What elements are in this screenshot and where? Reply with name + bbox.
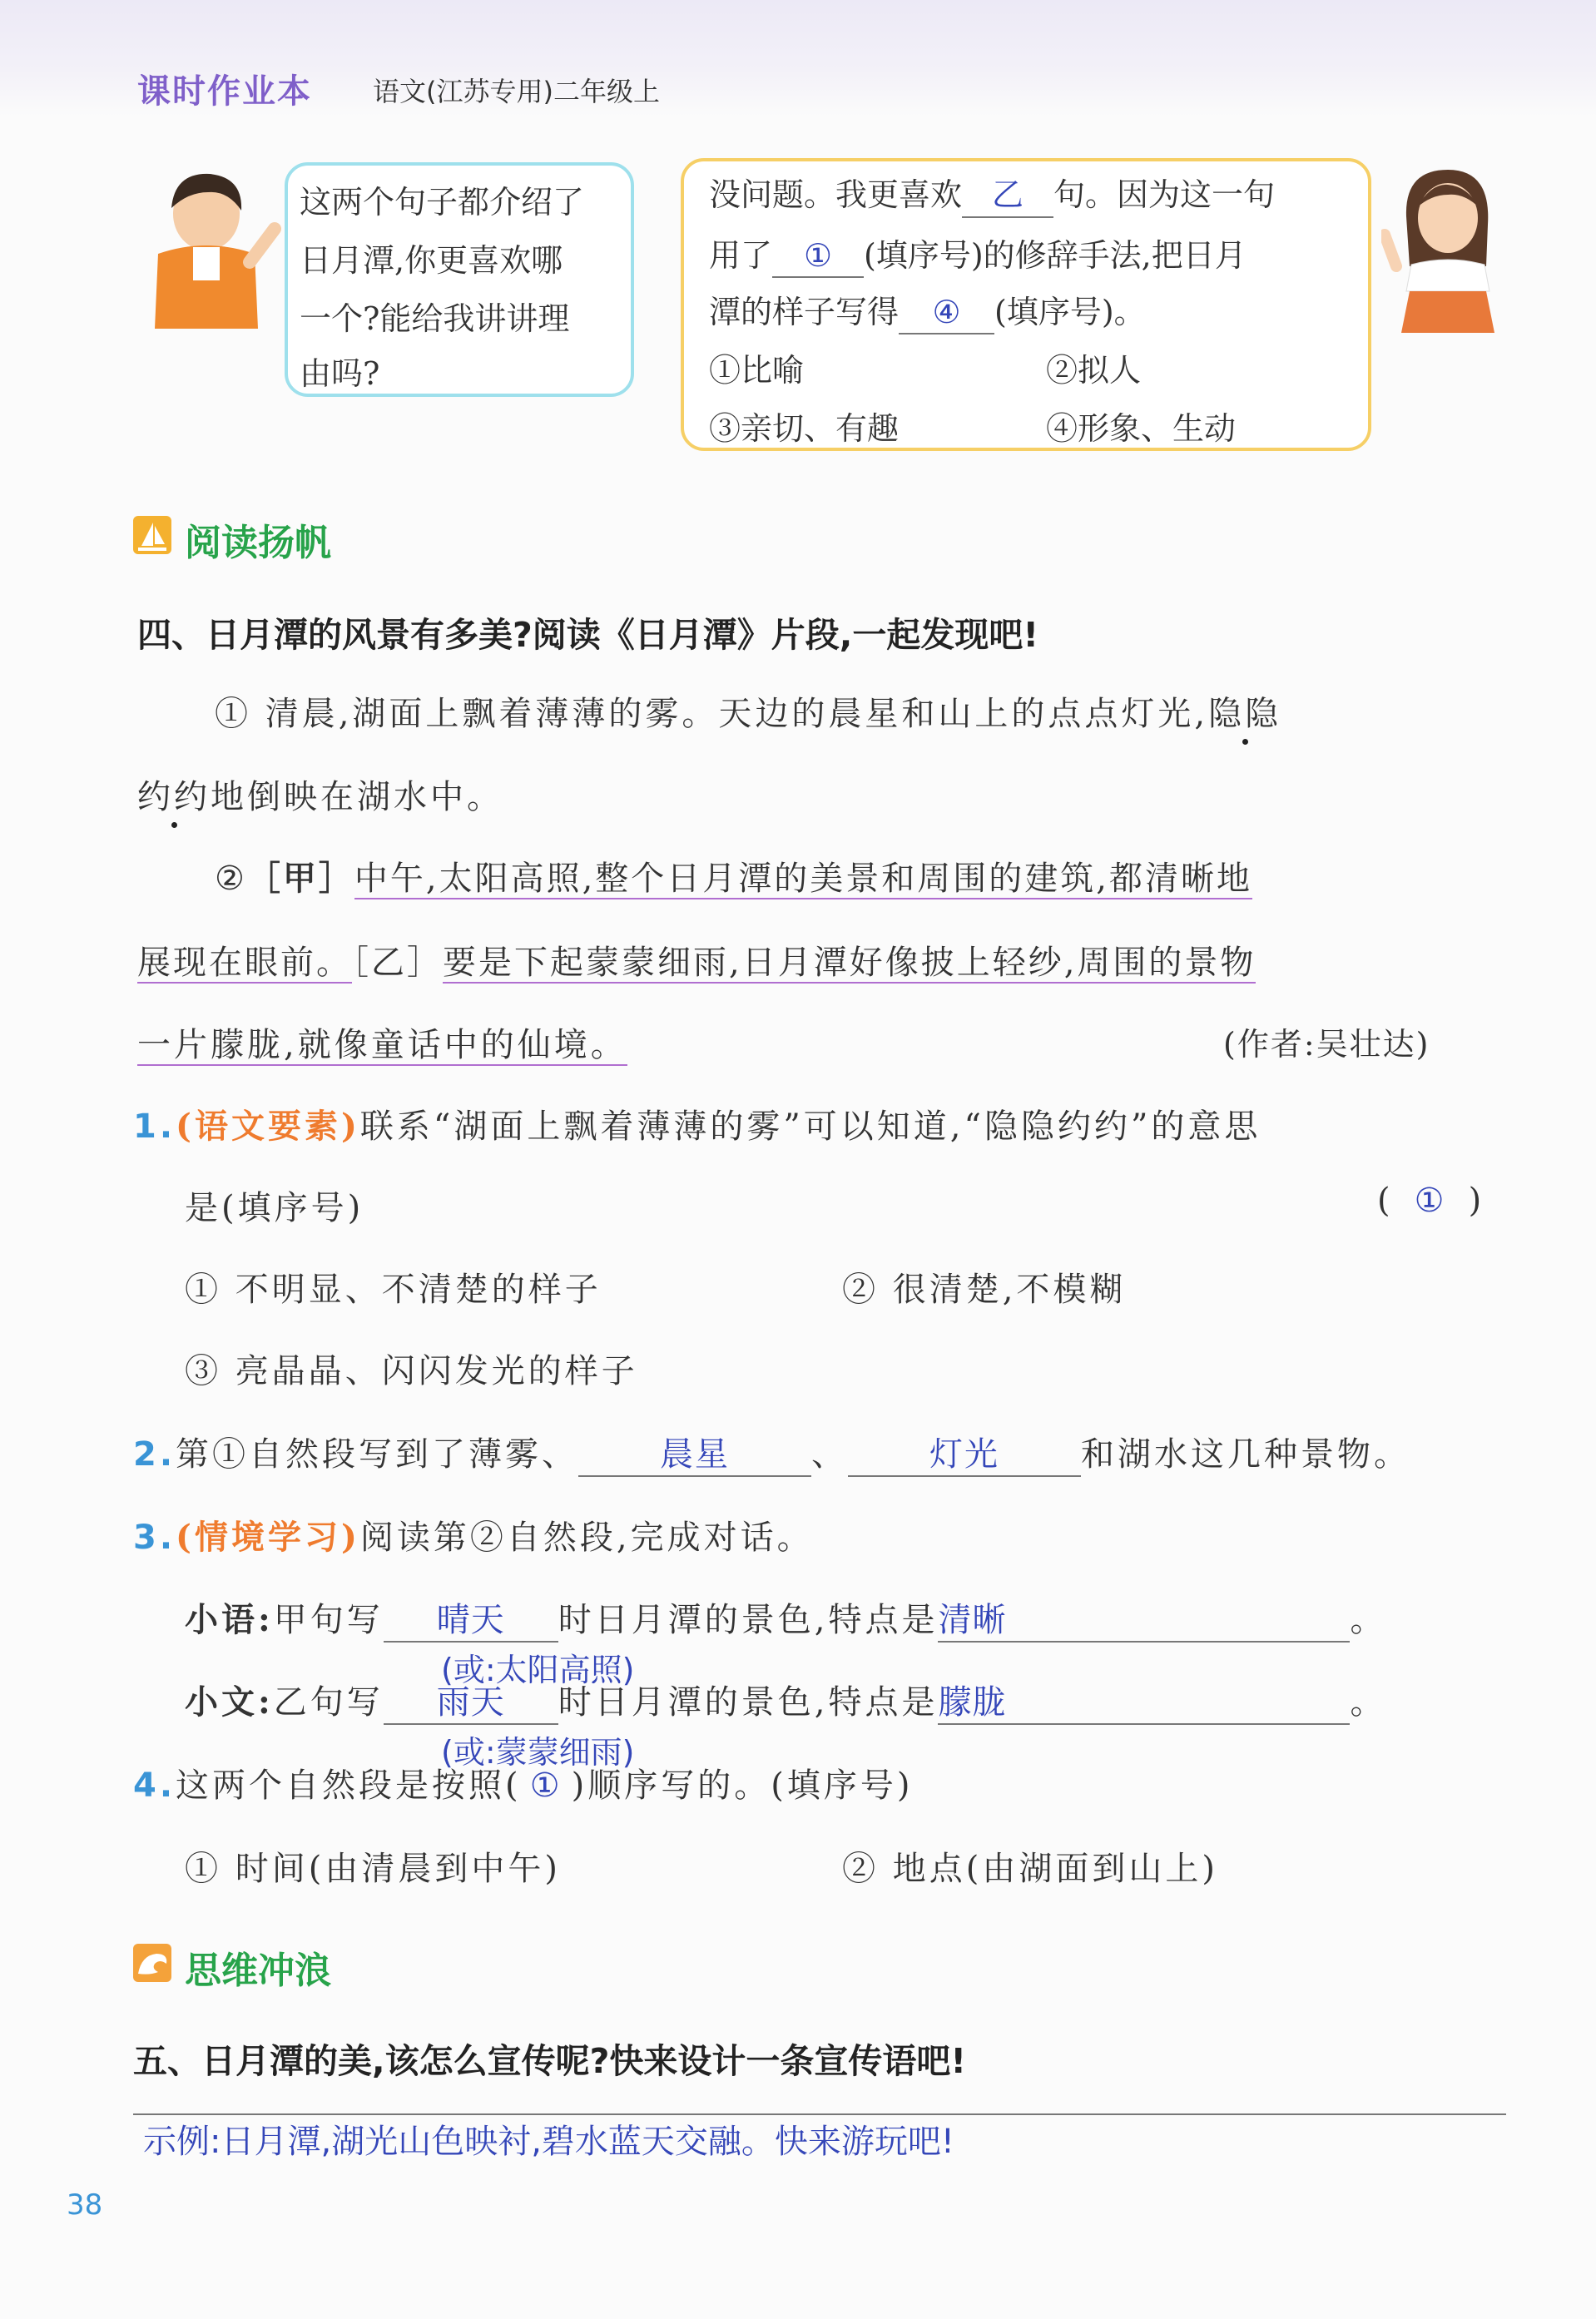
page-number: 38 — [67, 2188, 103, 2222]
boy-line-1: 这两个句子都介绍了 — [300, 184, 585, 221]
question-1-line-1: 1.(语文要素)联系“湖面上飘着薄薄的雾”可以知道,“隐隐约约”的意思 — [133, 1107, 1261, 1146]
paragraph-2-line-3: 一片朦胧,就像童话中的仙境。 — [137, 1026, 627, 1064]
question-1-line-2: 是(填序号) — [185, 1189, 364, 1227]
question-1-answer-box: ( ① ) — [1377, 1182, 1485, 1220]
answer-q1: ① — [1414, 1182, 1448, 1220]
question-5-title: 五、日月潭的美,该怎么宣传呢?快来设计一条宣传语吧! — [133, 2041, 967, 2081]
girl-illustration — [1381, 158, 1506, 333]
tag-situational-learning: (情境学习) — [176, 1518, 360, 1557]
dialog-xiaoyu: 小语:甲句写 晴天 时日月潭的景色,特点是清晰 。 — [185, 1593, 1386, 1643]
q1-option-1: ① 不明显、不清楚的样子 — [185, 1271, 602, 1309]
answer-q3-1: 晴天 — [384, 1593, 558, 1643]
question-4: 4.这两个自然段是按照( ① )顺序写的。(填序号) — [133, 1767, 914, 1805]
reading-sail-icon — [133, 516, 171, 554]
question-2: 2.第①自然段写到了薄雾、 晨星 、 灯光 和湖水这几种景物。 — [133, 1428, 1410, 1477]
boy-line-4: 由吗? — [300, 355, 380, 392]
q4-option-1: ① 时间(由清晨到中午) — [185, 1850, 561, 1888]
author-credit: (作者:吴壮达) — [1223, 1026, 1430, 1063]
answer-q2-2: 灯光 — [848, 1428, 1081, 1477]
answer-favorite-sentence: 乙 — [962, 173, 1053, 218]
girl-speech-bubble — [681, 158, 1371, 451]
answer-effect: ④ — [899, 291, 994, 334]
thinking-wave-icon — [133, 1944, 171, 1982]
girl-line-1: 没问题。我更喜欢 乙 句。因为这一句 — [709, 161, 1368, 228]
q1-option-2: ② 很清楚,不模糊 — [842, 1271, 1127, 1309]
sentence-yi: 要是下起蒙蒙细雨,日月潭好像披上轻纱,周围的景物 — [443, 944, 1256, 982]
reading-section-title: 阅读扬帆 — [185, 522, 331, 564]
girl-line-3: 潭的样子写得 ④ (填序号)。 — [709, 283, 1368, 341]
question-3: 3.(情境学习)阅读第②自然段,完成对话。 — [133, 1518, 814, 1557]
tag-language-element: (语文要素) — [176, 1107, 360, 1146]
girl-line-2: 用了 ① (填序号)的修辞手法,把日月 — [709, 228, 1368, 283]
answer-q2-1: 晨星 — [578, 1428, 811, 1477]
boy-line-3: 一个?能给我讲讲理 — [300, 300, 570, 337]
girl-options-row-1: ①比喻 ②拟人 — [709, 352, 1142, 389]
question-4-title: 四、日月潭的风景有多美?阅读《日月潭》片段,一起发现吧! — [137, 615, 1039, 655]
answer-q3-3: 雨天 — [384, 1676, 558, 1725]
dialog-xiaowen: 小文:乙句写 雨天 时日月潭的景色,特点是朦胧 。 — [185, 1676, 1386, 1725]
answer-q4: ① — [529, 1767, 563, 1805]
answer-q3-2: 清晰 — [938, 1593, 1350, 1643]
book-subject: 语文(江苏专用)二年级上 — [373, 76, 660, 107]
q1-option-3: ③ 亮晶晶、闪闪发光的样子 — [185, 1352, 638, 1390]
girl-options-row-2: ③亲切、有趣 ④形象、生动 — [709, 410, 1237, 447]
answer-q3-1-alt: (或:太阳高照) — [441, 1652, 635, 1688]
answer-q3-4: 朦胧 — [938, 1676, 1350, 1725]
boy-line-2: 日月潭,你更喜欢哪 — [300, 242, 563, 279]
paragraph-2-line-1: ②［甲］中午,太阳高照,整个日月潭的美景和周围的建筑,都清晰地 — [215, 859, 1253, 898]
boy-illustration — [141, 162, 283, 329]
thinking-section-title: 思维冲浪 — [185, 1950, 331, 1992]
answer-rhetoric: ① — [772, 235, 864, 278]
answer-q3-3-alt: (或:蒙蒙细雨) — [441, 1734, 635, 1771]
paragraph-1-line-1: ① 清晨,湖面上飘着薄薄的雾。天边的晨星和山上的点点灯光,隐隐 — [215, 695, 1282, 733]
book-brand: 课时作业本 — [137, 72, 312, 111]
q4-option-2: ② 地点(由湖面到山上) — [842, 1850, 1218, 1888]
paragraph-2-line-2: 展现在眼前。［乙］要是下起蒙蒙细雨,日月潭好像披上轻纱,周围的景物 — [137, 944, 1256, 982]
boy-speech-bubble — [285, 162, 634, 397]
answer-q5: 示例:日月潭,湖光山色映衬,碧水蓝天交融。快来游玩吧! — [143, 2123, 954, 2161]
sentence-jia: 中午,太阳高照,整个日月潭的美景和周围的建筑,都清晰地 — [354, 860, 1253, 898]
paragraph-1-line-2: 约约地倒映在湖水中。 — [137, 778, 503, 816]
